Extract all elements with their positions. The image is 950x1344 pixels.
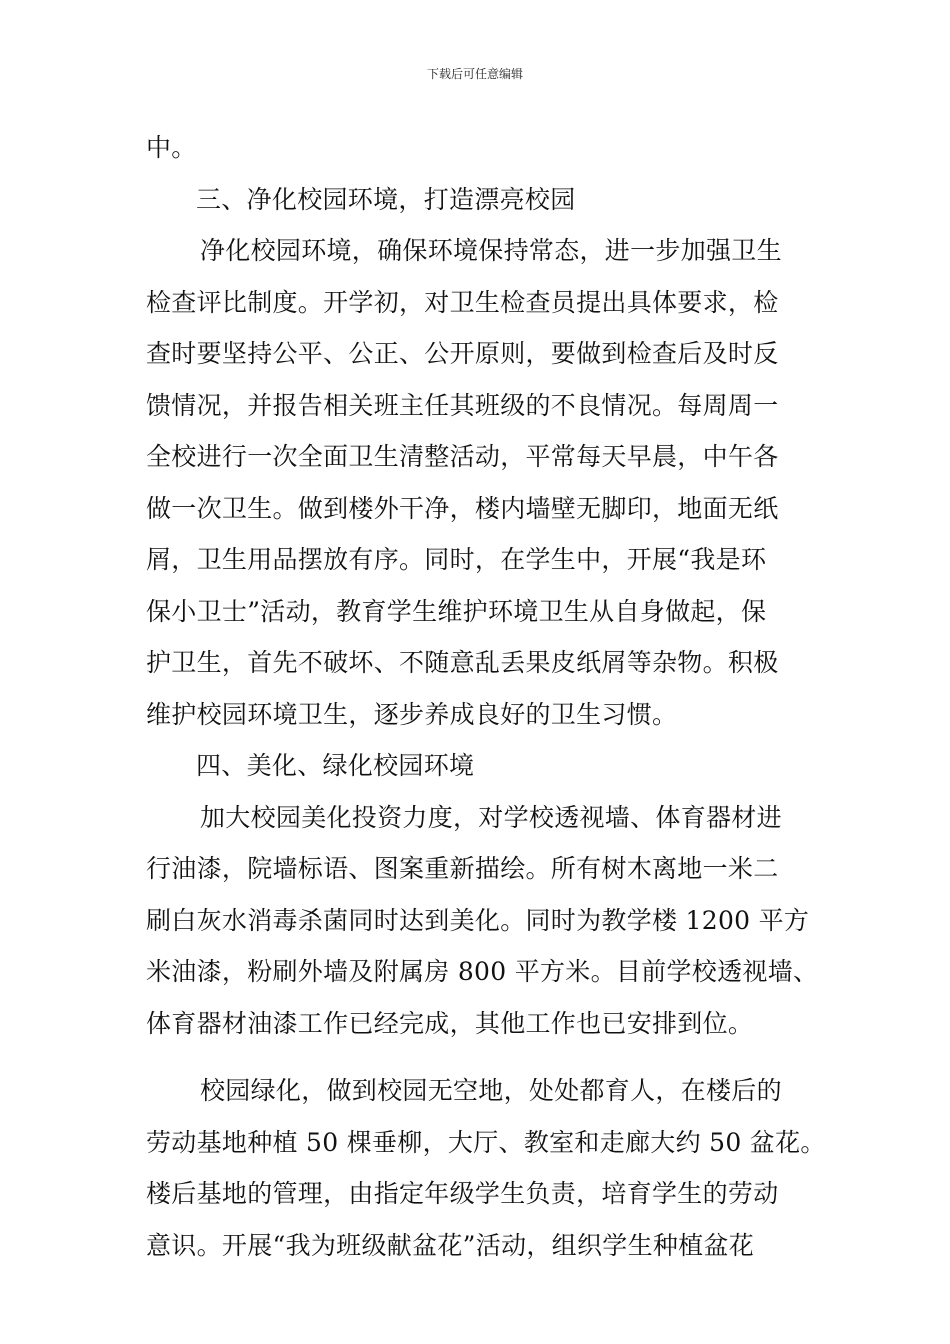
text-line: 中。 (146, 133, 197, 162)
text-line: 保小卫士”活动，教育学生维护环境卫生从自身做起，保 (146, 596, 767, 626)
text-line: 刷白灰水消毒杀菌同时达到美化。同时为教学楼 1200 平方 (146, 905, 810, 935)
text-line: 做一次卫生。做到楼外干净，楼内墙壁无脚印，地面无纸 (146, 493, 779, 523)
text-line: 屑，卫生用品摆放有序。同时，在学生中，开展“我是环 (146, 545, 767, 574)
text-line: 馈情况，并报告相关班主任其班级的不良情况。每周周一 (146, 390, 779, 420)
text-line: 米油漆，粉刷外墙及附属房 800 平方米。目前学校透视墙、 (146, 957, 819, 986)
text-line: 意识。开展“我为班级献盆花”活动，组织学生种植盆花 (146, 1230, 755, 1260)
section-heading: 四、美化、绿化校园环境 (196, 751, 475, 780)
page-header: 下载后可任意编辑 (426, 67, 523, 81)
text-line: 检查评比制度。开学初，对卫生检查员提出具体要求，检 (146, 287, 779, 317)
text-line: 劳动基地种植 50 棵垂柳，大厅、教室和走廊大约 50 盆花。 (146, 1127, 826, 1157)
text-line: 行油漆，院墙标语、图案重新描绘。所有树木离地一米二 (146, 854, 779, 883)
text-line: 校园绿化，做到校园无空地，处处都育人，在楼后的 (200, 1076, 782, 1105)
text-line: 查时要坚持公平、公正、公开原则，要做到检查后及时反 (146, 339, 779, 368)
text-line: 净化校园环境，确保环境保持常态，进一步加强卫生 (200, 236, 782, 265)
text-line: 护卫生，首先不破坏、不随意乱丢果皮纸屑等杂物。积极 (146, 648, 779, 677)
section-heading: 三、净化校园环境，打造漂亮校园 (196, 184, 576, 214)
text-line: 全校进行一次全面卫生清整活动，平常每天早晨，中午各 (146, 442, 779, 471)
text-line: 体育器材油漆工作已经完成，其他工作也已安排到位。 (146, 1008, 754, 1038)
document-body (146, 122, 826, 1271)
paragraph-gap (146, 1049, 808, 1065)
text-line: 加大校园美化投资力度，对学校透视墙、体育器材进 (200, 802, 782, 832)
text-line: 楼后基地的管理，由指定年级学生负责，培育学生的劳动 (146, 1179, 779, 1208)
text-line: 维护校园环境卫生，逐步养成良好的卫生习惯。 (146, 699, 678, 729)
